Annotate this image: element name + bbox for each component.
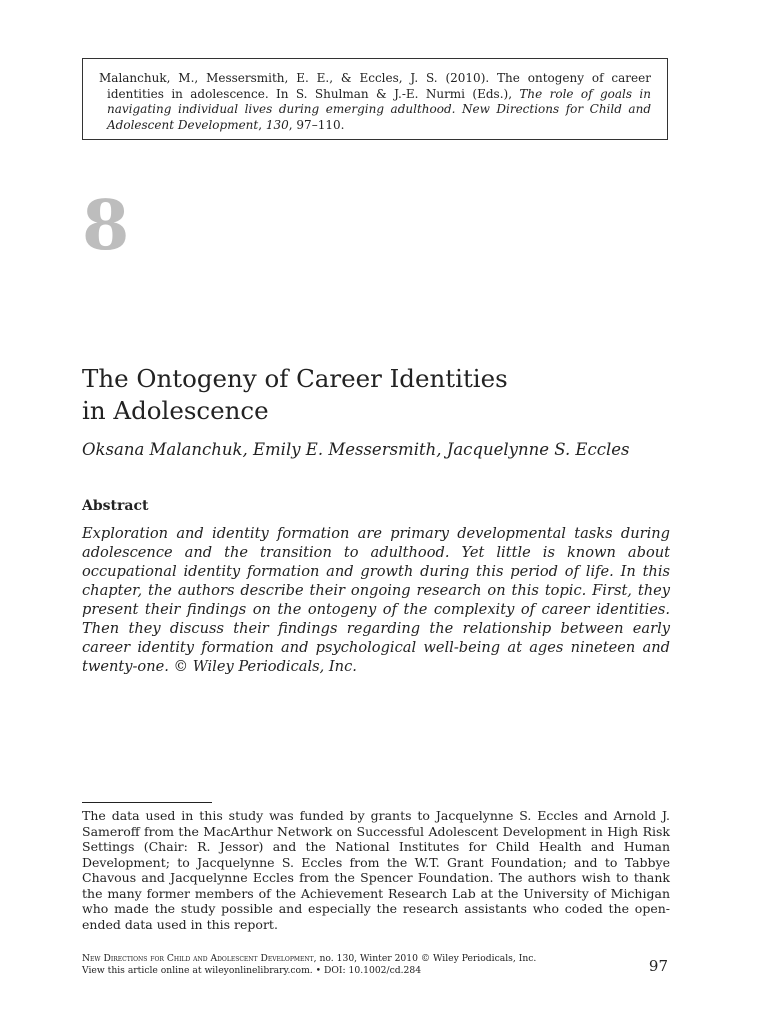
footer-journal-line bbox=[82, 953, 536, 964]
chapter-number: 8 bbox=[82, 186, 130, 266]
authors: Oksana Malanchuk, Emily E. Messersmith, Jacquelynne S. Eccles bbox=[82, 440, 630, 459]
citation-pages: , 97–110. bbox=[288, 117, 345, 132]
footnote: The data used in this study was funded by grants to Jacquelynne S. Eccles and Arnold J. Sameroff from the MacArthur Network on Successful Adolescent Development in High Risk Settings (Chair: R. Jessor) and the National Institutes for Child Health and Human Development; to Jacquelynne S. Eccles from the W.T. Grant Foundation; and to Tabbye Chavous and Jacquelynne Eccles from the Spencer Foundation. The authors wish to thank the many former members of the Achievement Research Lab at the University of Michigan who made the study possible and especially the research assistants who coded the open-ended data used in this report. bbox=[82, 808, 670, 932]
citation-book-title: The role of goals in navigating individual lives during emerging adulthood. New Directions for Child and Adolescent Development bbox=[107, 86, 651, 132]
footer-issue: , no. 130, Winter 2010 © Wiley Periodicals, Inc. bbox=[313, 953, 537, 964]
abstract-body: Exploration and identity formation are primary developmental tasks during adolescence and the transition to adulthood. Yet little is known about occupational identity formation and growth during this period of life. In this chapter, the authors describe their ongoing research on this topic. First, they present their findings on the ontogeny of the complexity of career identities. Then they discuss their findings regarding the relationship between early career identity formation and psychological well-being at ages nineteen and twenty-one. © Wiley Periodicals, Inc. bbox=[82, 525, 670, 675]
citation-box bbox=[82, 58, 668, 140]
chapter-title-line1: The Ontogeny of Career Identities bbox=[82, 364, 508, 393]
footnote-rule bbox=[82, 802, 212, 803]
citation-comma: , bbox=[258, 117, 266, 132]
abstract-heading: Abstract bbox=[82, 498, 149, 514]
citation-plain: Malanchuk, M., Messersmith, E. E., & Eccles, J. S. (2010). The ontogeny of career identities in adolescence. In S. Shulman & J.-E. Nurmi (Eds.), bbox=[99, 71, 651, 101]
footer-journal-name: New Directions for Child and Adolescent Development bbox=[82, 953, 314, 964]
chapter-title bbox=[82, 363, 682, 427]
page-number: 97 bbox=[648, 957, 668, 975]
footer-online-line: View this article online at wileyonlinelibrary.com. • DOI: 10.1002/cd.284 bbox=[82, 965, 422, 976]
chapter-title-line2: in Adolescence bbox=[82, 396, 269, 425]
citation-text bbox=[99, 71, 651, 133]
citation-volume: 130 bbox=[265, 117, 289, 132]
